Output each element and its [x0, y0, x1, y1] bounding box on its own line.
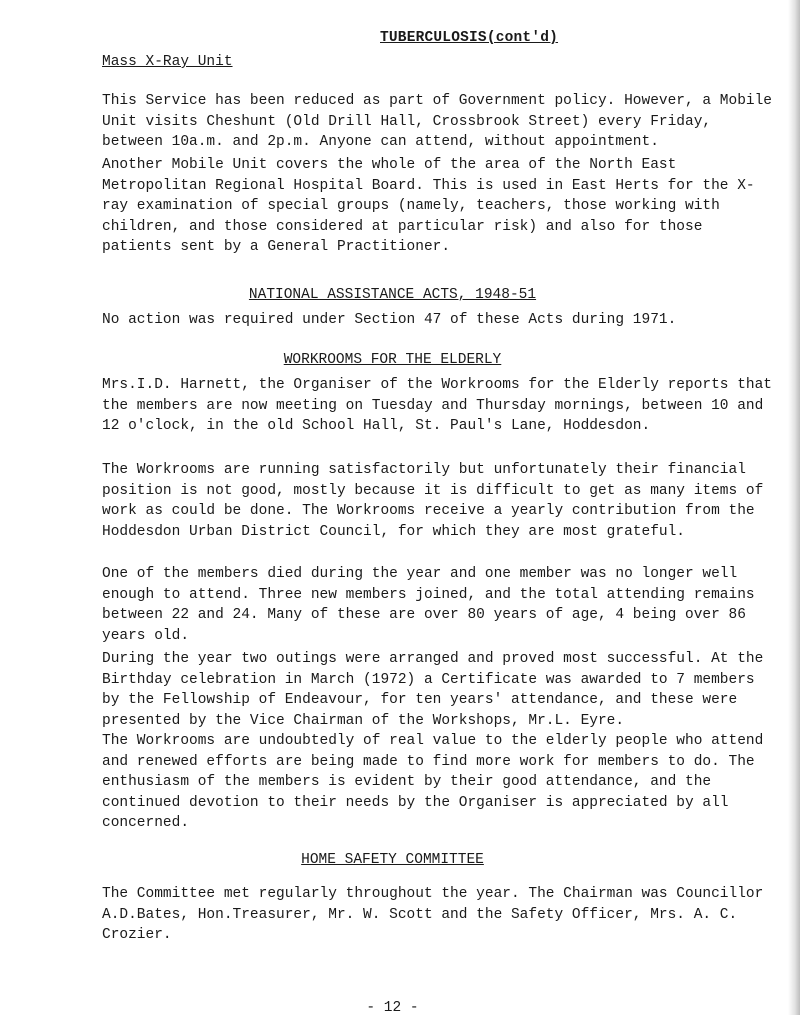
home-safety-paragraph: The Committee met regularly throughout the year. The Chairman was Councillor A.D.Bates, Hon.Treasurer, Mr. W. Scott and the Safety Officer, Mrs. A. C. Crozier. [102, 886, 764, 943]
workrooms-heading: WORKROOMS FOR THE ELDERLY [283, 352, 502, 368]
mass-xray-paragraph-1: This Service has been reduced as part of Government policy. However, a Mobile Unit visits Cheshunt (Old Drill Hall, Crossbrook Street) every Friday, between 10a.m. and 2p.m. Anyone can attend, without appointment. [102, 93, 773, 150]
mass-xray-paragraph-2: Another Mobile Unit covers the whole of the area of the North East Metropolitan Regional Hospital Board. This is used in East Herts for the X-ray examination of special groups (namely, teachers, those working with children, and those considered at particular risk) and also for those patients sent by a General Practitioner. [102, 157, 755, 255]
workrooms-paragraph-1: Mrs.I.D. Harnett, the Organiser of the Workrooms for the Elderly reports that the members are now meeting on Tuesday and Thursday mornings, between 10 and 12 o'clock, in the old School Hall, St. Paul's Lane, Hoddesdon. [102, 377, 773, 434]
running-head: TUBERCULOSIS(cont'd) [380, 30, 559, 46]
page-edge-shadow [788, 0, 800, 1015]
workrooms-paragraph-2: The Workrooms are running satisfactorily but unfortunately their financial position is not good, mostly because it is difficult to get as many items of work as could be done. The Workrooms receive a yearly contribution from the Hoddesdon Urban District Council, for which they are most grateful. [102, 462, 764, 540]
national-assistance-heading: NATIONAL ASSISTANCE ACTS, 1948-51 [248, 287, 537, 303]
workrooms-paragraph-4: During the year two outings were arranged and proved most successful. At the Birthday celebration in March (1972) a Certificate was awarded to 7 members by the Fellowship of Endeavour, for ten years' attendance, and these were presented by the Vice Chairman of the Workshops, Mr.L. Eyre. [102, 651, 764, 729]
workrooms-paragraph-3: One of the members died during the year and one member was no longer well enough to attend. Three new members joined, and the total attending remains between 22 and 24. Many of these are over 80 years of age, 4 being over 86 years old. [102, 566, 755, 644]
home-safety-heading: HOME SAFETY COMMITTEE [301, 852, 484, 868]
page-number: - 12 - [366, 1000, 419, 1016]
mass-xray-heading: Mass X-Ray Unit [102, 54, 233, 70]
workrooms-paragraph-5: The Workrooms are undoubtedly of real value to the elderly people who attend and renewed efforts are being made to find more work for members to do. The enthusiasm of the members is evident by their good attendance, and the continued devotion to their needs by the Organiser is appreciated by all concerned. [102, 733, 764, 831]
national-assistance-paragraph: No action was required under Section 47 of these Acts during 1971. [102, 312, 677, 328]
